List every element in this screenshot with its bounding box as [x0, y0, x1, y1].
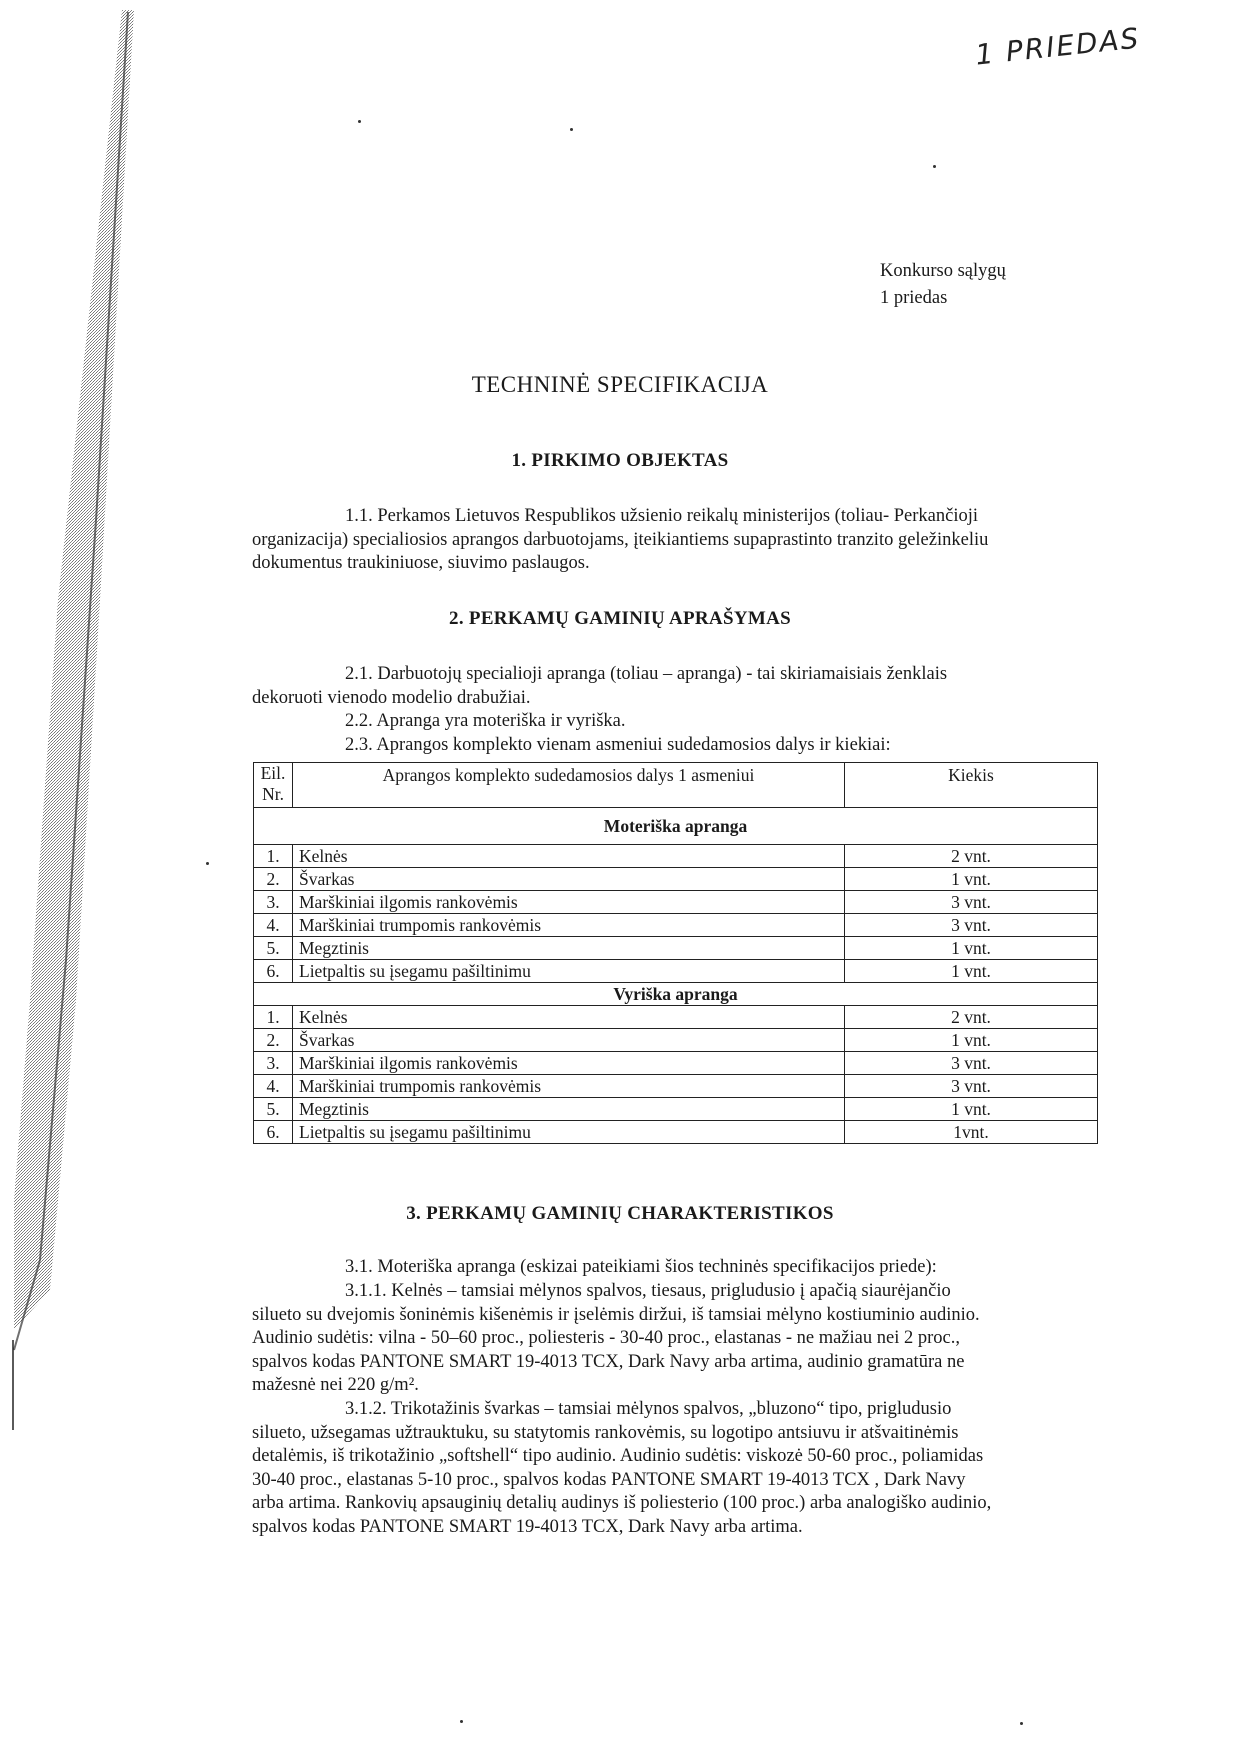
document-title: TECHNINĖ SPECIFIKACIJA — [471, 372, 769, 397]
header-line-2: 1 priedas — [880, 288, 948, 308]
section-2-heading: 2. PERKAMŲ GAMINIŲ APRAŠYMAS — [449, 608, 791, 629]
table-row: 4. Marškiniai trumpomis rankovėmis 3 vnt. — [254, 1075, 1098, 1098]
scan-speck — [933, 165, 936, 168]
table-row: 6. Lietpaltis su įsegamu pašiltinimu 1 vnt. — [254, 960, 1098, 983]
table-row: 6. Lietpaltis su įsegamu pašiltinimu 1vnt. — [254, 1121, 1098, 1144]
paragraph-2-3: 2.3. Aprangos komplekto vienam asmeniui sudedamosios dalys ir kiekiai: — [345, 734, 891, 755]
group-row-women: Moteriška apranga — [254, 808, 1098, 845]
scan-speck — [460, 1720, 463, 1723]
table-row: 1. Kelnės 2 vnt. — [254, 845, 1098, 868]
paragraph-3-1-1: 3.1.1. Kelnės – tamsiai mėlynos spalvos, tiesaus, prigludusio į apačią siaurėjančio silueto su dvejomis šoninėmis kišenėmis ir įselėmis diržui, iš tamsiai mėlyno kostiuminio audinio. Audinio sudėtis: vilna - 50–60 proc., poliesteris - 30-40 proc., elastanas - ne mažiau nei 2 proc., spalvos kodas PANTONE SMART 19-4013 TCX, Dark Navy arba artima, audinio gramatūra ne mažesnė nei 220 g/m². — [252, 1281, 980, 1395]
table-row: 4. Marškiniai trumpomis rankovėmis 3 vnt. — [254, 914, 1098, 937]
scan-speck — [1020, 1722, 1023, 1725]
scan-speck — [570, 128, 573, 131]
group-row-men: Vyriška apranga — [254, 983, 1098, 1006]
table-row: 1. Kelnės 2 vnt. — [254, 1006, 1098, 1029]
table-row: 3. Marškiniai ilgomis rankovėmis 3 vnt. — [254, 891, 1098, 914]
paragraph-2-1: 2.1. Darbuotojų specialioji apranga (toliau – apranga) - tai skiriamaisiais ženklais dekoruoti vienodo modelio drabužiai. 2.2. Apranga yra moteriška ir vyriška. 2.3. Aprangos komplekto vienam asmeniui sudedamosios dalys ir kiekiai: — [252, 663, 1118, 757]
equipment-set-table — [253, 762, 1098, 1144]
paragraph-3-1: 3.1. Moteriška apranga (eskizai pateikiami šios techninės specifikacijos priede): — [345, 1257, 937, 1277]
header-qty: Kiekis — [845, 763, 1098, 808]
table-row: 3. Marškiniai ilgomis rankovėmis 3 vnt. — [254, 1052, 1098, 1075]
scan-speck — [358, 120, 361, 123]
section-1-heading: 1. PIRKIMO OBJEKTAS — [511, 450, 729, 471]
table-row: 2. Švarkas 1 vnt. — [254, 868, 1098, 891]
header-annex-reference — [880, 258, 1006, 312]
paragraph-2-2: 2.2. Apranga yra moteriška ir vyriška. — [345, 711, 626, 731]
table-row: 5. Megztinis 1 vnt. — [254, 937, 1098, 960]
header-nr: Eil. Nr. — [254, 763, 293, 808]
scan-edge-artifact — [0, 0, 200, 1754]
section-3-heading: 3. PERKAMŲ GAMINIŲ CHARAKTERISTIKOS — [406, 1203, 834, 1224]
scan-speck — [206, 862, 209, 865]
table-header-row — [254, 763, 1098, 808]
table-row: 5. Megztinis 1 vnt. — [254, 1098, 1098, 1121]
paragraph-3-1-2: 3.1.2. Trikotažinis švarkas – tamsiai mėlynos spalvos, „bluzono“ tipo, prigludusio silueto, užsegamas užtrauktuku, su statytomis rankovėmis, su logotipo antsiuvu ir atšvaitinėmis detalėmis, iš trikotažinio „softshell“ tipo audinio. Audinio sudėtis: viskozė 50-60 proc., poliamidas 30-40 proc., elastanas 5-10 proc., spalvos kodas PANTONE SMART 19-4013 TCX , Dark Navy arba artima. Rankovių apsauginių detalių audinys iš poliesterio (100 proc.) arba analogiško audinio, spalvos kodas PANTONE SMART 19-4013 TCX, Dark Navy arba artima. — [252, 1399, 992, 1537]
header-item: Aprangos komplekto sudedamosios dalys 1 asmeniui — [293, 763, 845, 808]
table-row: 2. Švarkas 1 vnt. — [254, 1029, 1098, 1052]
header-line-1: Konkurso sąlygų — [880, 261, 1006, 281]
handwritten-annex-note: 1 PRIEDAS — [973, 21, 1142, 72]
paragraph-1-1: 1.1. Perkamos Lietuvos Respublikos užsienio reikalų ministerijos (toliau- Perkančioji organizacija) specialiosios aprangos darbuotojams, įteikiantiems supaprastinto tranzito geležinkeliu dokumentus traukiniuose, siuvimo paslaugos. — [252, 506, 989, 573]
